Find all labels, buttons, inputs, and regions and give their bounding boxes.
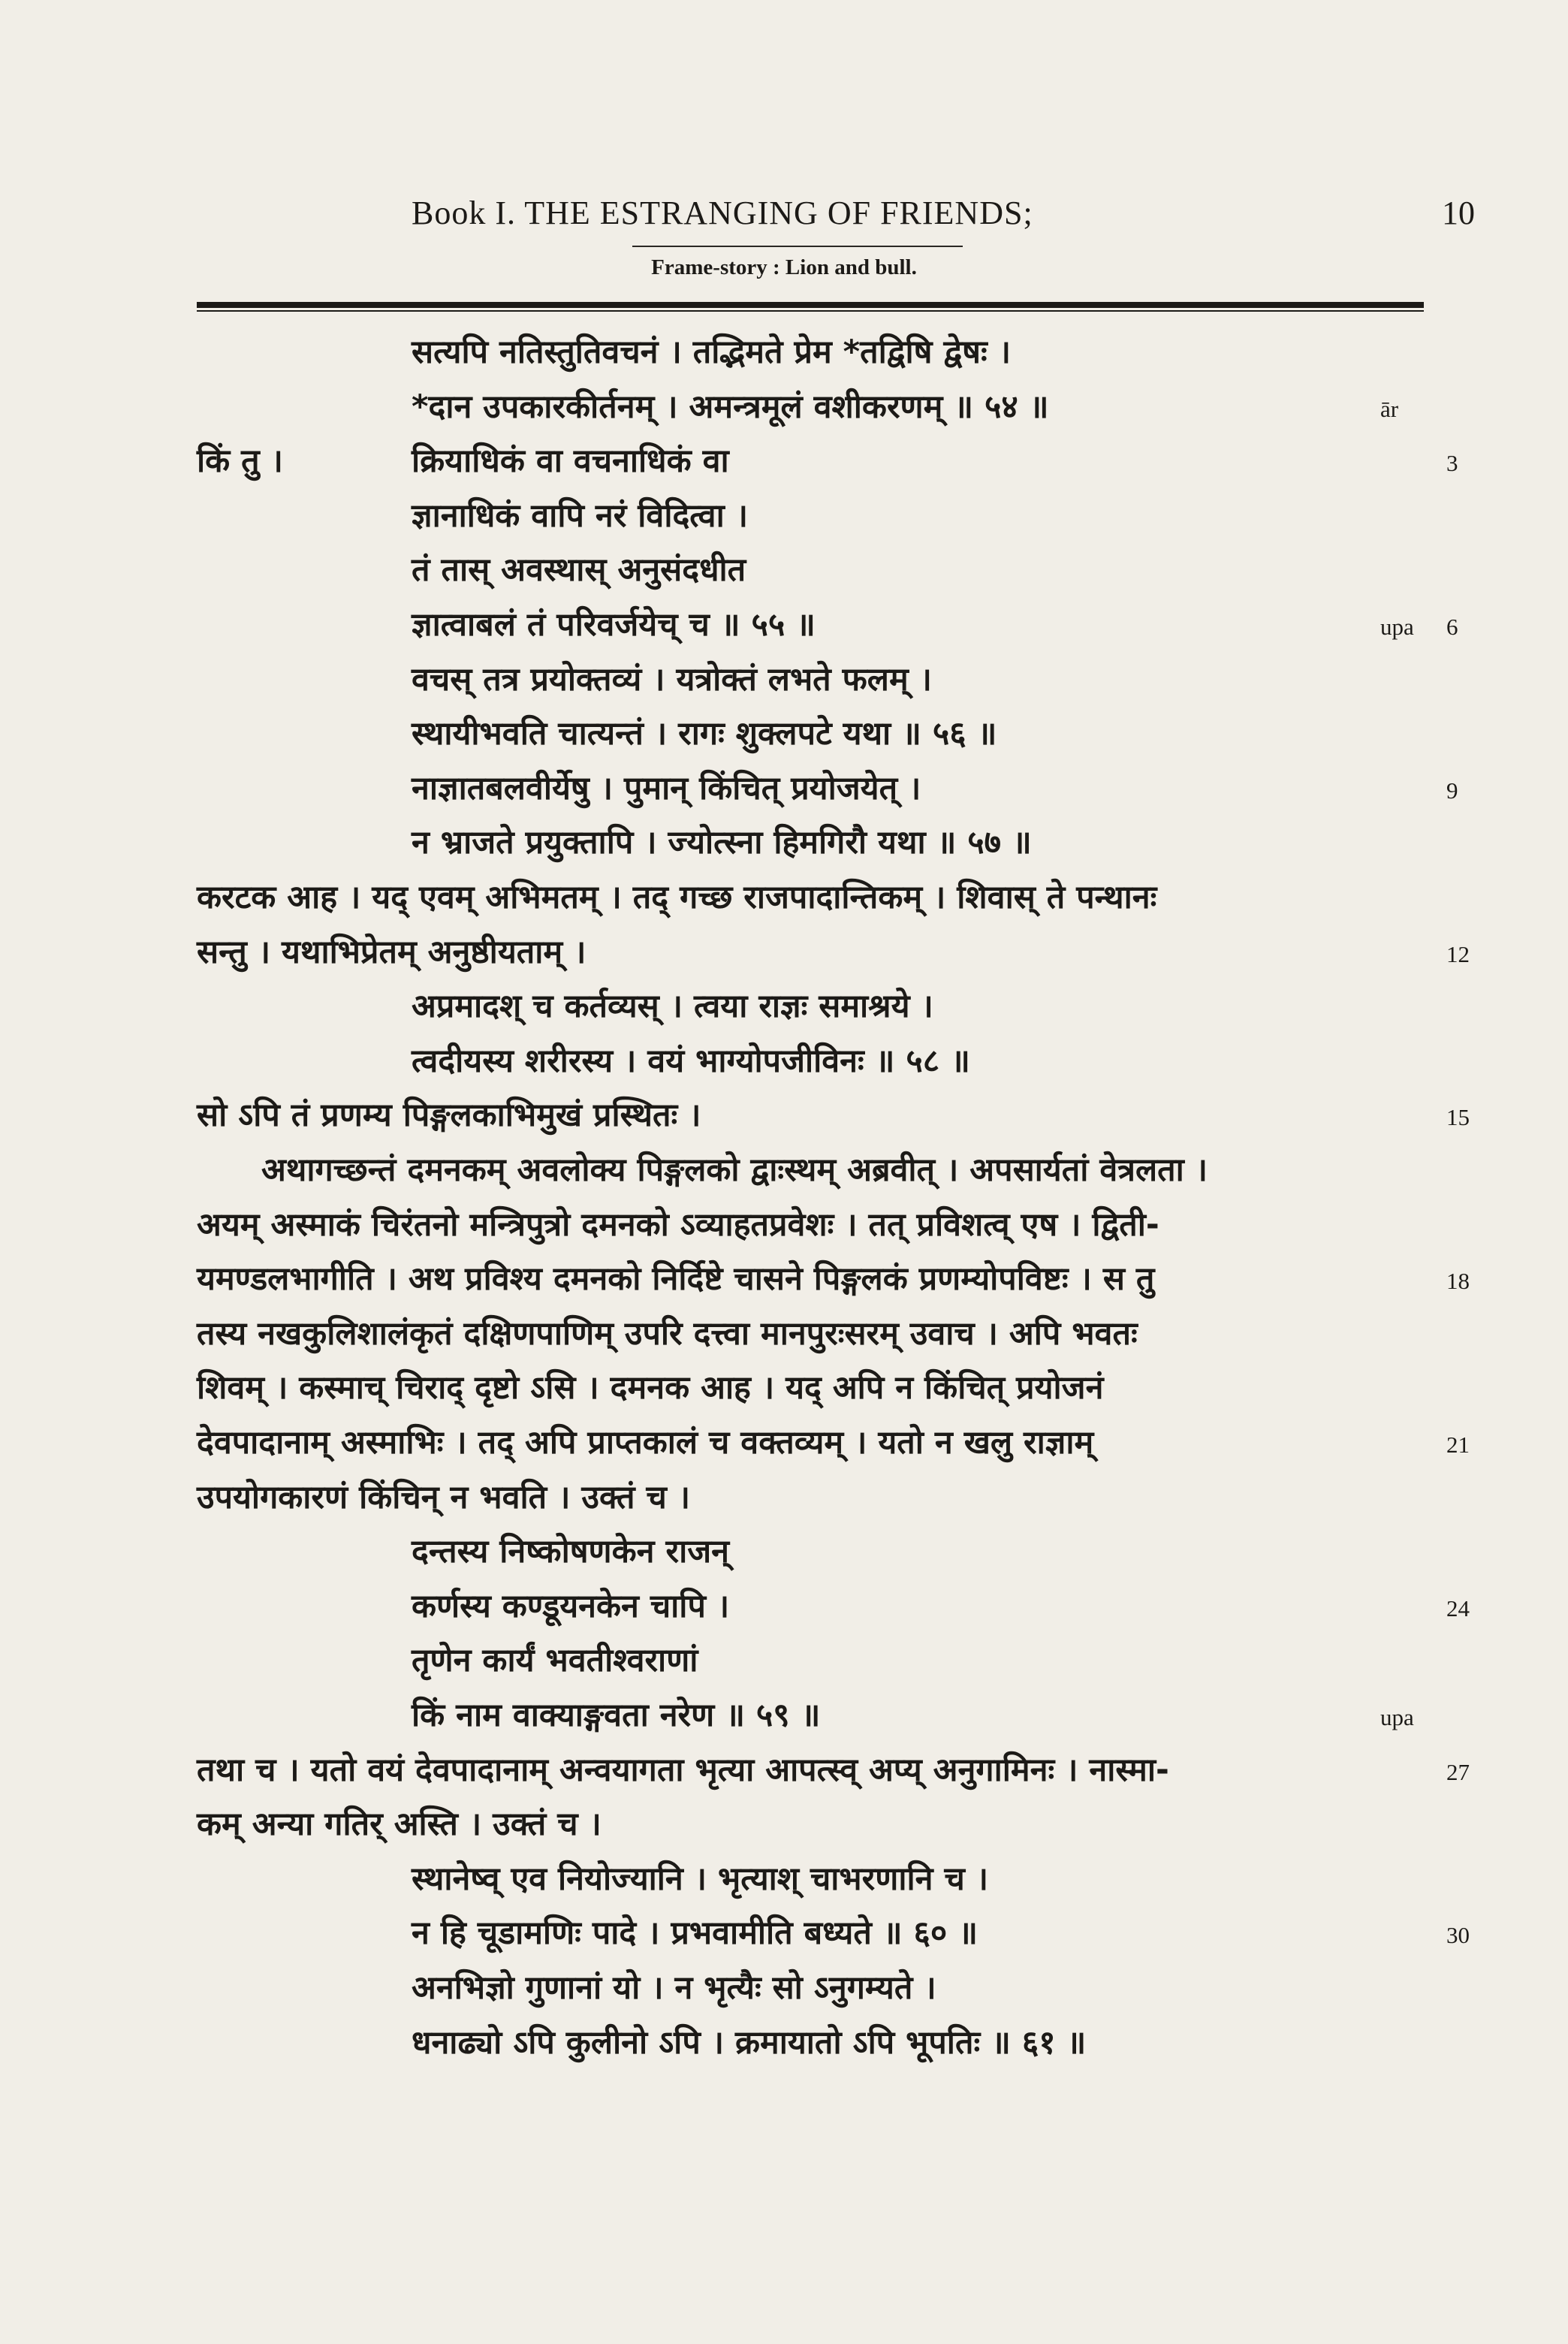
meter-label: upa <box>1380 614 1414 640</box>
line-number: 27 <box>1446 1759 1470 1785</box>
verse-line: दन्तस्य निष्कोषणकेन राजन् <box>412 1533 730 1570</box>
verse-line: त्वदीयस्य शरीरस्य । वयं भाग्योपजीविनः ॥ ५८ ॥ <box>412 1042 970 1080</box>
line-number: 18 <box>1446 1268 1470 1294</box>
verse-line: *दान उपकारकीर्तनम् । अमन्त्रमूलं वशीकरणम् ॥ ५४ ॥ <box>412 388 1049 426</box>
margin-connective: किं तु । <box>197 442 283 480</box>
verse-line: वचस् तत्र प्रयोक्तव्यं । यत्रोक्तं लभते फलम् । <box>412 661 932 698</box>
line-number: 9 <box>1446 777 1458 804</box>
header-rule-thin <box>197 310 1424 312</box>
prose-line: यमण्डलभागीति । अथ प्रविश्य दमनको निर्दिष्टे चासने पिङ्गलकं प्रणम्योपविष्टः । स तु <box>197 1260 1155 1298</box>
line-number: 30 <box>1446 1922 1470 1948</box>
verse-line: अनभिज्ञो गुणानां यो । न भृत्यैः सो ऽनुगम्यते । <box>412 1969 936 2007</box>
verse-line: ज्ञात्वाबलं तं परिवर्जयेच् च ॥ ५५ ॥ <box>412 606 816 644</box>
prose-line: देवपादानाम् अस्माभिः । तद् अपि प्राप्तकालं च वक्तव्यम् । यतो न खलु राज्ञाम् <box>197 1424 1094 1462</box>
prose-line: सन्तु । यथाभिप्रेतम् अनुष्ठीयताम् । <box>197 934 586 971</box>
verse-line: न भ्राजते प्रयुक्तापि । ज्योत्स्ना हिमगिरौ यथा ॥ ५७ ॥ <box>412 824 1032 861</box>
line-number: 15 <box>1446 1104 1470 1130</box>
verse-line: अप्रमादश् च कर्तव्यस् । त्वया राज्ञः समाश्रये । <box>412 988 933 1025</box>
verse-line: स्थानेष्व् एव नियोज्यानि । भृत्याश् चाभरणानि च । <box>412 1860 989 1898</box>
verse-line: न हि चूडामणिः पादे । प्रभवामीति बध्यते ॥ ६० ॥ <box>412 1914 978 1952</box>
line-number: 6 <box>1446 614 1458 640</box>
verse-line: सत्यपि नतिस्तुतिवचनं । तद्भिमते प्रेम *तद्विषि द्वेषः । <box>412 333 1011 371</box>
prose-line: अयम् अस्माकं चिरंतनो मन्त्रिपुत्रो दमनको ऽव्याहतप्रवेशः । तत् प्रविशत्व् एष । द्विती- <box>197 1206 1159 1244</box>
meter-label: ār <box>1380 396 1399 422</box>
verse-line: किं नाम वाक्याङ्गवता नरेण ॥ ५९ ॥ <box>412 1697 821 1734</box>
subheader-divider <box>632 246 963 247</box>
running-header-title: Book I. THE ESTRANGING OF FRIENDS; <box>412 195 1033 231</box>
prose-line: कम् अन्या गतिर् अस्ति । उक्तं च । <box>197 1806 602 1843</box>
prose-line: उपयोगकारणं किंचिन् न भवति । उक्तं च । <box>197 1479 691 1516</box>
header-rule-thick <box>197 302 1424 308</box>
page-number: 10 <box>1442 195 1475 231</box>
line-number: 12 <box>1446 941 1470 967</box>
verse-line: नाज्ञातबलवीर्येषु । पुमान् किंचित् प्रयोजयेत् । <box>412 770 921 807</box>
verse-line: तृणेन कार्यं भवतीश्वराणां <box>412 1642 698 1679</box>
verse-line: धनाढ्यो ऽपि कुलीनो ऽपि । क्रमायातो ऽपि भूपतिः ॥ ६१ ॥ <box>412 2024 1087 2062</box>
running-subtitle: Frame-story : Lion and bull. <box>651 255 917 279</box>
verse-line: कर्णस्य कण्डूयनकेन चापि । <box>412 1588 730 1625</box>
prose-line: अथागच्छन्तं दमनकम् अवलोक्य पिङ्गलको द्वाःस्थम् अब्रवीत् । अपसार्यतां वेत्रलता । <box>261 1151 1208 1189</box>
prose-line: तथा च । यतो वयं देवपादानाम् अन्वयागता भृत्या आपत्स्व् अप्य् अनुगामिनः । नास्मा- <box>197 1751 1169 1789</box>
verse-line: क्रियाधिकं वा वचनाधिकं वा <box>412 442 729 480</box>
prose-line: तस्य नखकुलिशालंकृतं दक्षिणपाणिम् उपरि दत्त्वा मानपुरःसरम् उवाच । अपि भवतः <box>197 1315 1138 1353</box>
verse-line: तं तास् अवस्थास् अनुसंदधीत <box>412 551 746 589</box>
meter-label: upa <box>1380 1704 1414 1730</box>
line-number: 3 <box>1446 450 1458 476</box>
prose-line: सो ऽपि तं प्रणम्य पिङ्गलकाभिमुखं प्रस्थितः । <box>197 1097 701 1134</box>
prose-line: करटक आह । यद् एवम् अभिमतम् । तद् गच्छ राजपादान्तिकम् । शिवास् ते पन्थानः <box>197 879 1157 916</box>
verse-line: ज्ञानाधिकं वापि नरं विदित्वा । <box>412 497 748 535</box>
line-number: 24 <box>1446 1595 1470 1621</box>
verse-line: स्थायीभवति चात्यन्तं । रागः शुक्लपटे यथा ॥ ५६ ॥ <box>412 715 997 753</box>
line-number: 21 <box>1446 1431 1470 1458</box>
prose-line: शिवम् । कस्माच् चिराद् दृष्टो ऽसि । दमनक आह । यद् अपि न किंचित् प्रयोजनं <box>197 1369 1104 1407</box>
